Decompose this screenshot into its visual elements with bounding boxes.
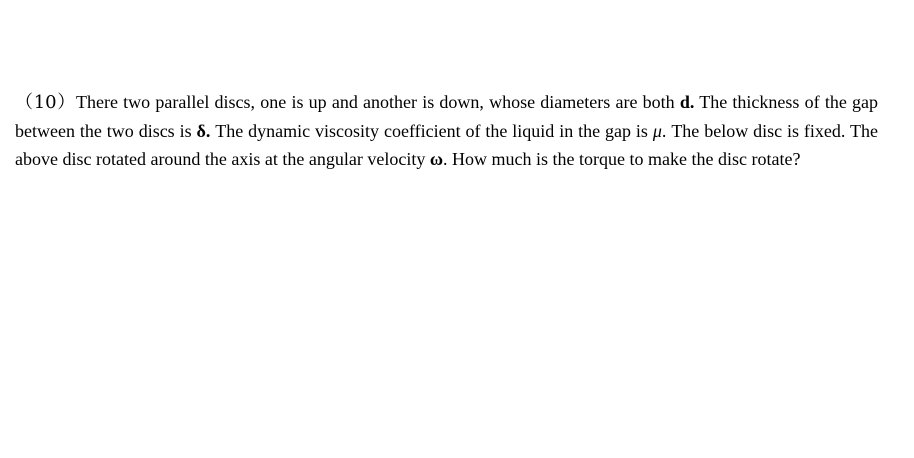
- problem-text-part-3: The dynamic viscosity coefficient of the liquid in the gap is: [210, 121, 653, 141]
- problem-text-part-2: The thickness of the gap between the two discs is: [15, 92, 879, 141]
- problem-text-part-5: . How much is the torque to make the disc rotate?: [443, 149, 801, 169]
- problem-text-part-1: There two parallel discs, one is up and another is down, whose diameters are both: [76, 92, 680, 112]
- diameter-symbol: d.: [679, 92, 695, 112]
- gap-thickness-symbol: δ.: [196, 121, 211, 141]
- problem-number: （10）: [15, 92, 77, 113]
- problem-text: [15, 88, 878, 173]
- problem-text-part-4: . The below disc is fixed. The above disc rotated around the axis at the angular velocity: [15, 121, 878, 169]
- angular-velocity-symbol: ω: [429, 149, 444, 169]
- viscosity-symbol: μ: [652, 121, 662, 141]
